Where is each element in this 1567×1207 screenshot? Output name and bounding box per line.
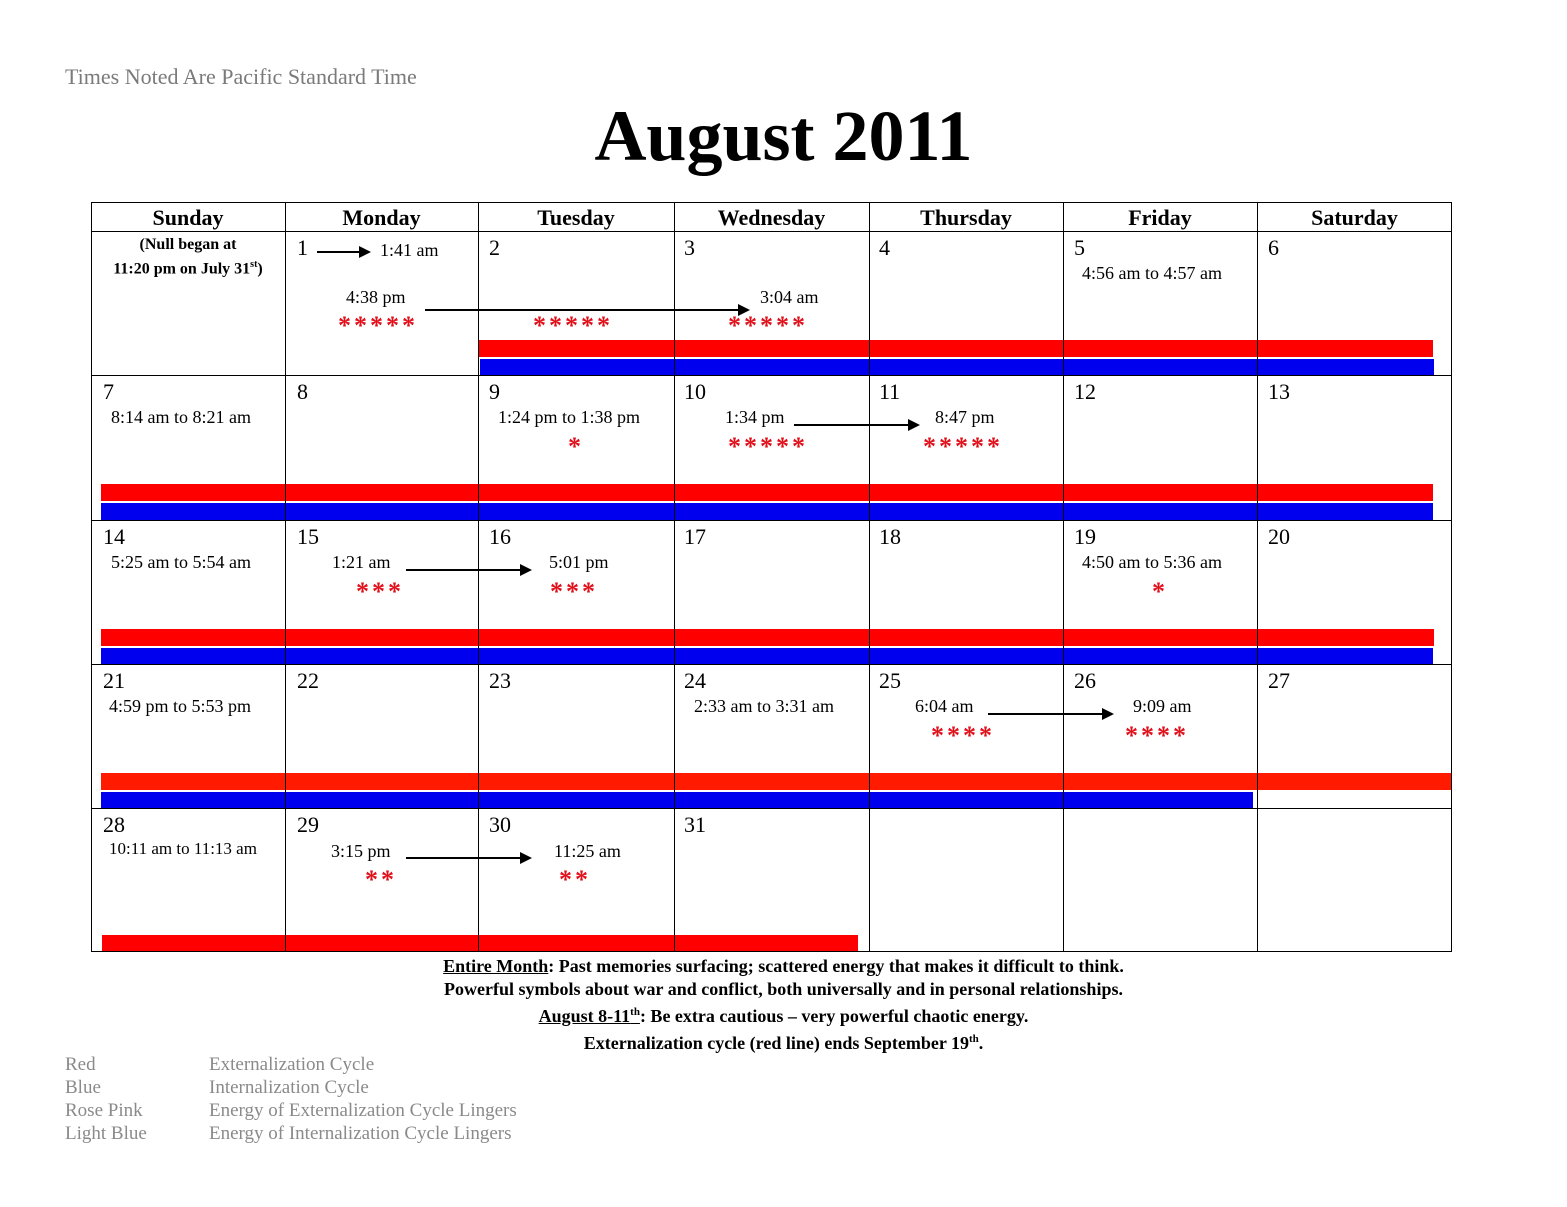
intensity-stars: **** bbox=[1125, 721, 1189, 750]
grid-line bbox=[91, 202, 92, 952]
date-number: 28 bbox=[103, 812, 125, 837]
null-note-close: ) bbox=[257, 260, 263, 278]
legend-meaning: Energy of Externalization Cycle Lingers bbox=[209, 1100, 517, 1121]
intensity-stars: * bbox=[568, 432, 584, 461]
arrow-icon bbox=[988, 708, 1114, 720]
intensity-stars: ***** bbox=[728, 311, 808, 340]
date-number: 22 bbox=[297, 668, 319, 693]
event-time: 5:25 am to 5:54 am bbox=[111, 552, 251, 572]
date-number: 25 bbox=[879, 668, 901, 693]
grid-line bbox=[91, 202, 1452, 203]
day-header-sunday: Sunday bbox=[152, 205, 224, 230]
red-cycle-bar bbox=[101, 629, 1434, 646]
note-sup: th bbox=[969, 1033, 979, 1045]
date-number: 8 bbox=[297, 379, 308, 404]
event-time: 1:41 am bbox=[380, 240, 439, 260]
date-number: 24 bbox=[684, 668, 706, 693]
note-text: : Past memories surfacing; scattered energy that makes it difficult to think. bbox=[548, 956, 1124, 976]
arrow-icon bbox=[317, 246, 371, 258]
date-number: 20 bbox=[1268, 524, 1290, 549]
legend-row bbox=[65, 1076, 517, 1099]
day-header-wednesday: Wednesday bbox=[717, 205, 826, 230]
event-time: 4:38 pm bbox=[346, 287, 406, 307]
date-number: 7 bbox=[103, 379, 114, 404]
note-label-entire-month: Entire Month bbox=[443, 956, 549, 976]
intensity-stars: ***** bbox=[533, 311, 613, 340]
note-text: : Be extra cautious – very powerful chaotic energy. bbox=[639, 1006, 1029, 1026]
grid-line bbox=[1451, 202, 1452, 952]
event-time: 1:24 pm to 1:38 pm bbox=[498, 407, 641, 427]
event-time: 10:11 am to 11:13 am bbox=[109, 839, 257, 858]
legend-row bbox=[65, 1053, 517, 1076]
blue-cycle-bar bbox=[101, 648, 1433, 665]
arrow-icon bbox=[406, 564, 532, 576]
intensity-stars: * bbox=[1152, 577, 1168, 606]
calendar-title: August 2011 bbox=[594, 96, 973, 176]
event-time: 1:21 am bbox=[332, 552, 391, 572]
intensity-stars: ** bbox=[365, 865, 397, 894]
blue-cycle-bar bbox=[101, 792, 1253, 809]
date-number: 26 bbox=[1074, 668, 1096, 693]
date-number: 31 bbox=[684, 812, 706, 837]
date-number: 13 bbox=[1268, 379, 1290, 404]
grid-line bbox=[91, 231, 1452, 232]
date-number: 2 bbox=[489, 235, 500, 260]
grid-line bbox=[1063, 202, 1064, 952]
red-cycle-bar bbox=[478, 340, 1433, 357]
blue-cycle-bar bbox=[101, 503, 1433, 520]
grid-line bbox=[91, 664, 1452, 665]
date-number: 12 bbox=[1074, 379, 1096, 404]
event-time: 8:14 am to 8:21 am bbox=[111, 407, 251, 427]
intensity-stars: **** bbox=[931, 721, 995, 750]
calendar-grid bbox=[91, 202, 1452, 952]
day-header-saturday: Saturday bbox=[1311, 205, 1398, 230]
event-time: 3:04 am bbox=[760, 287, 819, 307]
blue-cycle-bar bbox=[480, 359, 1434, 376]
date-number: 10 bbox=[684, 379, 706, 404]
color-legend bbox=[65, 1053, 517, 1145]
month-notes: Entire Month: Past memories surfacing; scattered energy that makes it difficult to think. Powerful symbols about war and conflict, both universally and in personal relationships. August 8-11th: Be extra cautious – very powerful chaotic energy. Externalization cycle (red line) ends September 19th. bbox=[0, 955, 1567, 1055]
legend-color-name: Red bbox=[65, 1054, 96, 1075]
date-number: 15 bbox=[297, 524, 319, 549]
legend-color-name: Rose Pink bbox=[65, 1100, 143, 1121]
arrow-icon bbox=[406, 852, 532, 864]
intensity-stars: *** bbox=[356, 577, 404, 606]
event-time: 4:56 am to 4:57 am bbox=[1082, 263, 1222, 283]
red-cycle-bar bbox=[101, 773, 1451, 790]
date-number: 5 bbox=[1074, 235, 1085, 260]
grid-line bbox=[285, 202, 286, 952]
red-cycle-bar bbox=[102, 935, 858, 952]
null-note-line2: 11:20 pm on July 31 bbox=[113, 260, 251, 278]
note-label-august-8-11: August 8-11th bbox=[538, 1006, 640, 1026]
event-time: 1:34 pm bbox=[725, 407, 785, 427]
date-number: 21 bbox=[103, 668, 125, 693]
legend-meaning: Externalization Cycle bbox=[209, 1054, 375, 1075]
date-number: 16 bbox=[489, 524, 511, 549]
event-time: 4:59 pm to 5:53 pm bbox=[109, 696, 252, 716]
date-number: 19 bbox=[1074, 524, 1096, 549]
date-number: 3 bbox=[684, 235, 695, 260]
date-number: 27 bbox=[1268, 668, 1290, 693]
event-time: 8:47 pm bbox=[935, 407, 995, 427]
note-text: Externalization cycle (red line) ends September 19 bbox=[583, 1033, 969, 1053]
intensity-stars: ***** bbox=[338, 311, 418, 340]
date-number: 6 bbox=[1268, 235, 1279, 260]
date-number: 4 bbox=[879, 235, 890, 260]
null-note-line1: (Null began at bbox=[139, 236, 237, 253]
intensity-stars: ** bbox=[559, 865, 591, 894]
legend-color-name: Light Blue bbox=[65, 1123, 147, 1144]
grid-line bbox=[1257, 202, 1258, 952]
date-number: 18 bbox=[879, 524, 901, 549]
date-number: 23 bbox=[489, 668, 511, 693]
arrow-icon bbox=[794, 419, 920, 431]
intensity-stars: ***** bbox=[728, 432, 808, 461]
day-header-tuesday: Tuesday bbox=[537, 205, 615, 230]
red-cycle-bar bbox=[101, 484, 1433, 501]
note-text: Powerful symbols about war and conflict, both universally and in personal relationships. bbox=[444, 979, 1123, 999]
null-note bbox=[91, 235, 285, 279]
date-number: 17 bbox=[684, 524, 706, 549]
date-number: 11 bbox=[879, 379, 901, 404]
date-number: 14 bbox=[103, 524, 125, 549]
intensity-stars: *** bbox=[550, 577, 598, 606]
grid-line bbox=[869, 202, 870, 952]
legend-color-name: Blue bbox=[65, 1077, 101, 1098]
grid-line bbox=[91, 375, 1452, 376]
event-time: 11:25 am bbox=[554, 841, 621, 861]
date-number: 9 bbox=[489, 379, 500, 404]
event-time: 5:01 pm bbox=[549, 552, 609, 572]
date-number: 1 bbox=[297, 235, 308, 260]
event-time: 6:04 am bbox=[915, 696, 974, 716]
date-number: 29 bbox=[297, 812, 319, 837]
date-number: 30 bbox=[489, 812, 511, 837]
event-time: 3:15 pm bbox=[331, 841, 391, 861]
grid-line bbox=[91, 951, 1452, 952]
event-time: 2:33 am to 3:31 am bbox=[694, 696, 834, 716]
intensity-stars: ***** bbox=[923, 432, 1003, 461]
legend-meaning: Energy of Internalization Cycle Lingers bbox=[209, 1123, 512, 1144]
day-header-monday: Monday bbox=[342, 205, 421, 230]
grid-line bbox=[91, 808, 1452, 809]
day-header-friday: Friday bbox=[1128, 205, 1192, 230]
legend-meaning: Internalization Cycle bbox=[209, 1077, 369, 1098]
legend-row bbox=[65, 1099, 517, 1122]
event-time: 4:50 am to 5:36 am bbox=[1082, 552, 1222, 572]
day-header-thursday: Thursday bbox=[920, 205, 1012, 230]
legend-row bbox=[65, 1122, 517, 1145]
timezone-note: Times Noted Are Pacific Standard Time bbox=[65, 64, 417, 89]
event-time: 9:09 am bbox=[1133, 696, 1192, 716]
grid-line bbox=[91, 520, 1452, 521]
null-note-sup: st bbox=[250, 259, 258, 270]
